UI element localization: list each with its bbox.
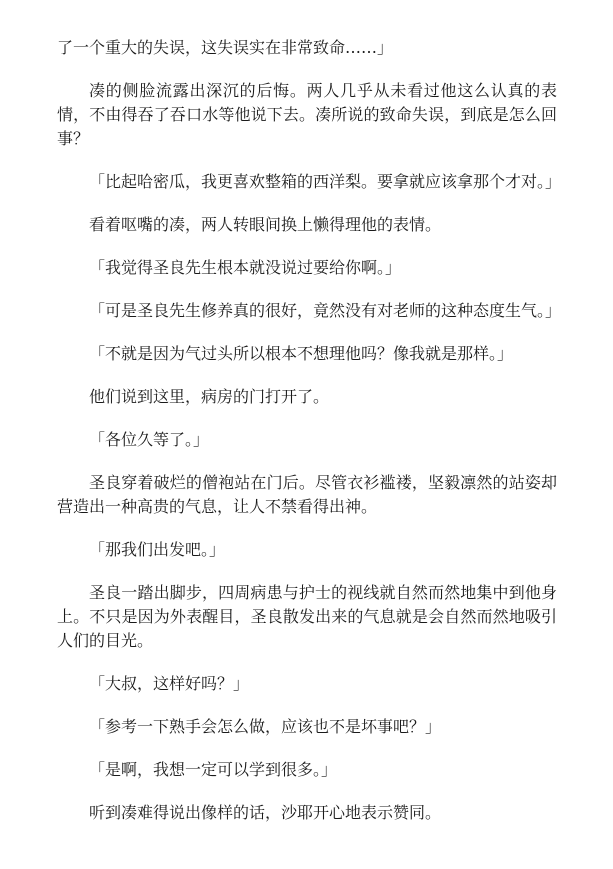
paragraph: 圣良穿着破烂的僧袍站在门后。尽管衣衫褴褛，坚毅凛然的站姿却营造出一种高贵的气息，让人不禁看得出神。 — [57, 473, 557, 516]
paragraph: 「我觉得圣良先生根本就没说过要给你啊。」 — [89, 258, 402, 277]
paragraph: 圣良一踏出脚步，四周病患与护士的视线就自然而然地集中到他身上。不只是因为外表醒目，圣良散发出来的气息就是会自然而然地吸引人们的目光。 — [57, 583, 557, 650]
page-text — [57, 36, 562, 844]
paragraph: 「那我们出发吧。」 — [89, 540, 226, 559]
paragraph: 「可是圣良先生修养真的很好，竟然没有对老师的这种态度生气。」 — [89, 301, 562, 320]
paragraph: 「不就是因为气过头所以根本不想理他吗？像我就是那样。」 — [89, 344, 514, 363]
paragraph: 看着呕嘴的凑，两人转眼间换上懒得理他的表情。 — [89, 215, 442, 234]
paragraph: 听到凑难得说出像样的话，沙耶开心地表示赞同。 — [89, 803, 442, 822]
paragraph: 「参考一下熟手会怎么做，应该也不是坏事吧？」 — [89, 717, 442, 736]
paragraph: 「是啊，我想一定可以学到很多。」 — [89, 760, 338, 779]
paragraph: 凑的侧脸流露出深沉的后悔。两人几乎从未看过他这么认真的表情，不由得吞了吞口水等他说下去。凑所说的致命失误，到底是怎么回事？ — [57, 81, 557, 148]
paragraph: 「大叔，这样好吗？」 — [89, 674, 250, 693]
paragraph: 「各位久等了。」 — [89, 430, 210, 449]
paragraph: 他们说到这里，病房的门打开了。 — [89, 387, 330, 406]
paragraph: 「比起哈密瓜，我更喜欢整箱的西洋梨。要拿就应该拿那个才对。」 — [89, 172, 562, 191]
paragraph: 了一个重大的失误，这失误实在非常致命……」 — [57, 38, 394, 57]
